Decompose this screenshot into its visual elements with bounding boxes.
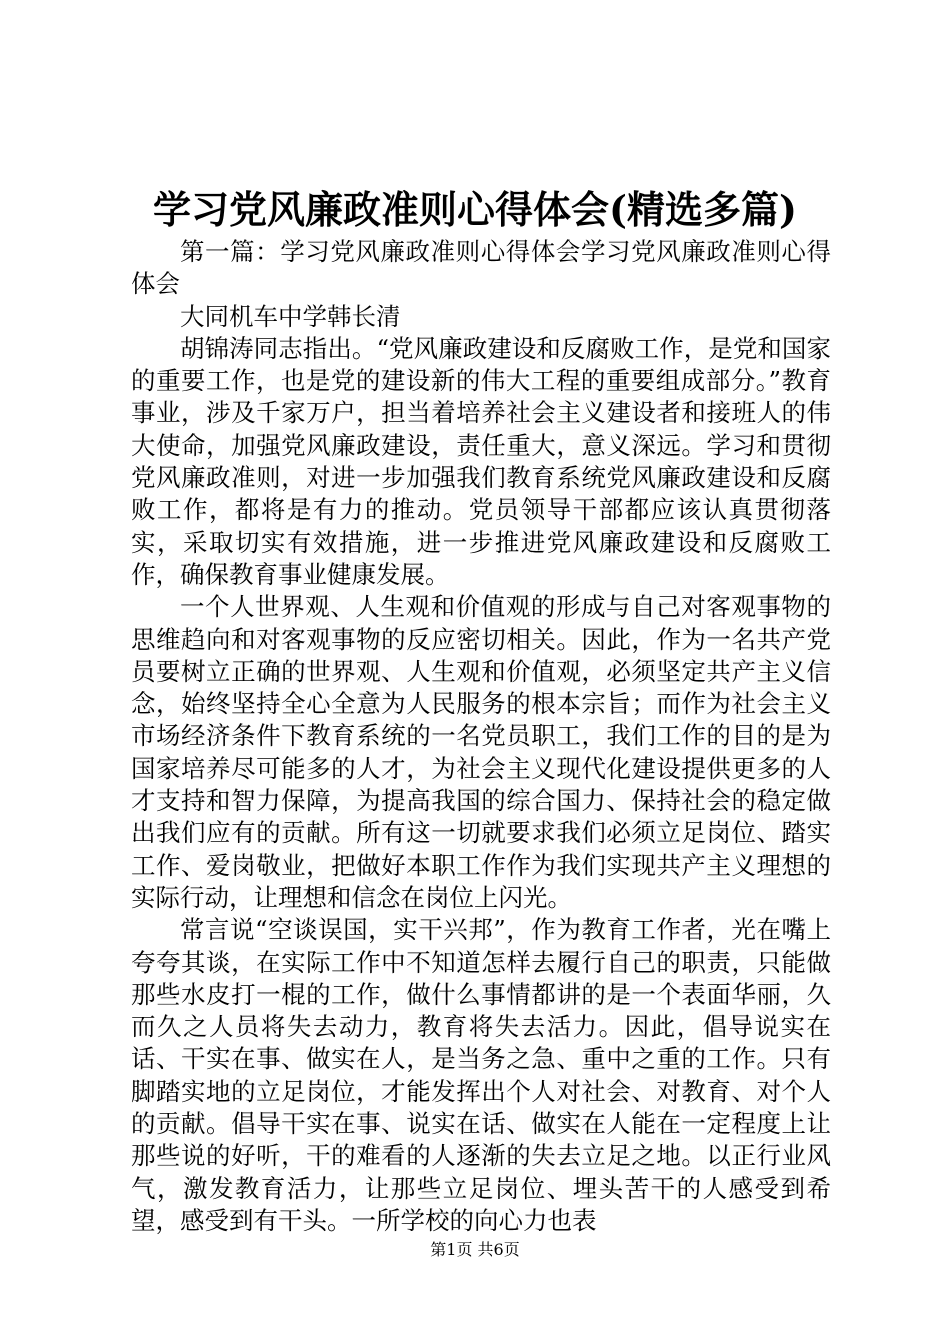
page-footer: 第1页 共6页 — [430, 1240, 520, 1259]
paragraph-heading: 第一篇：学习党风廉政准则心得体会学习党风廉政准则心得体会 — [131, 237, 831, 299]
paragraph-body: 常言说“空谈误国，实干兴邦”，作为教育工作者，光在嘴上夸夸其谈，在实际工作中不知道怎样去履行自己的职责，只能做那些水皮打一棍的工作，做什么事情都讲的是一个表面华丽，久而久之人员将失去动力，教育将失去活力。因此，倡导说实在话、干实在事、做实在人，是当务之急、重中之重的工作。只有脚踏实地的立足岗位，才能发挥出个人对社会、对教育、对个人的贡献。倡导干实在事、说实在话、做实在人能在一定程度上让那些说的好听，干的难看的人逐渐的失去立足之地。以正行业风气，激发教育活力，让那些立足岗位、埋头苦干的人感受到希望，感受到有干头。一所学校的向心力也表 — [131, 915, 831, 1235]
document-title: 学习党风廉政准则心得体会(精选多篇) — [153, 187, 797, 232]
document-body — [131, 236, 831, 1237]
paragraph-body: 胡锦涛同志指出。“党风廉政建设和反腐败工作，是党和国家的重要工作，也是党的建设新的伟大工程的重要组成部分。”教育事业，涉及千家万户，担当着培养社会主义建设者和接班人的伟大使命，加强党风廉政建设，责任重大，意义深远。学习和贯彻党风廉政准则，对进一步加强我们教育系统党风廉政建设和反腐败工作，都将是有力的推动。党员领导干部都应该认真贯彻落实，采取切实有效措施，进一步推进党风廉政建设和反腐败工作，确保教育事业健康发展。 — [131, 333, 831, 589]
paragraph-body: 一个人世界观、人生观和价值观的形成与自己对客观事物的思维趋向和对客观事物的反应密切相关。因此，作为一名共产党员要树立正确的世界观、人生观和价值观，必须坚定共产主义信念，始终坚持全心全意为人民服务的根本宗旨；而作为社会主义市场经济条件下教育系统的一名党员职工，我们工作的目的是为国家培养尽可能多的人才，为社会主义现代化建设提供更多的人才支持和智力保障，为提高我国的综合国力、保持社会的稳定做出我们应有的贡献。所有这一切就要求我们必须立足岗位、踏实工作、爱岗敬业，把做好本职工作作为我们实现共产主义理想的实际行动，让理想和信念在岗位上闪光。 — [131, 592, 831, 912]
paragraph-author: 大同机车中学韩长清 — [180, 301, 401, 331]
